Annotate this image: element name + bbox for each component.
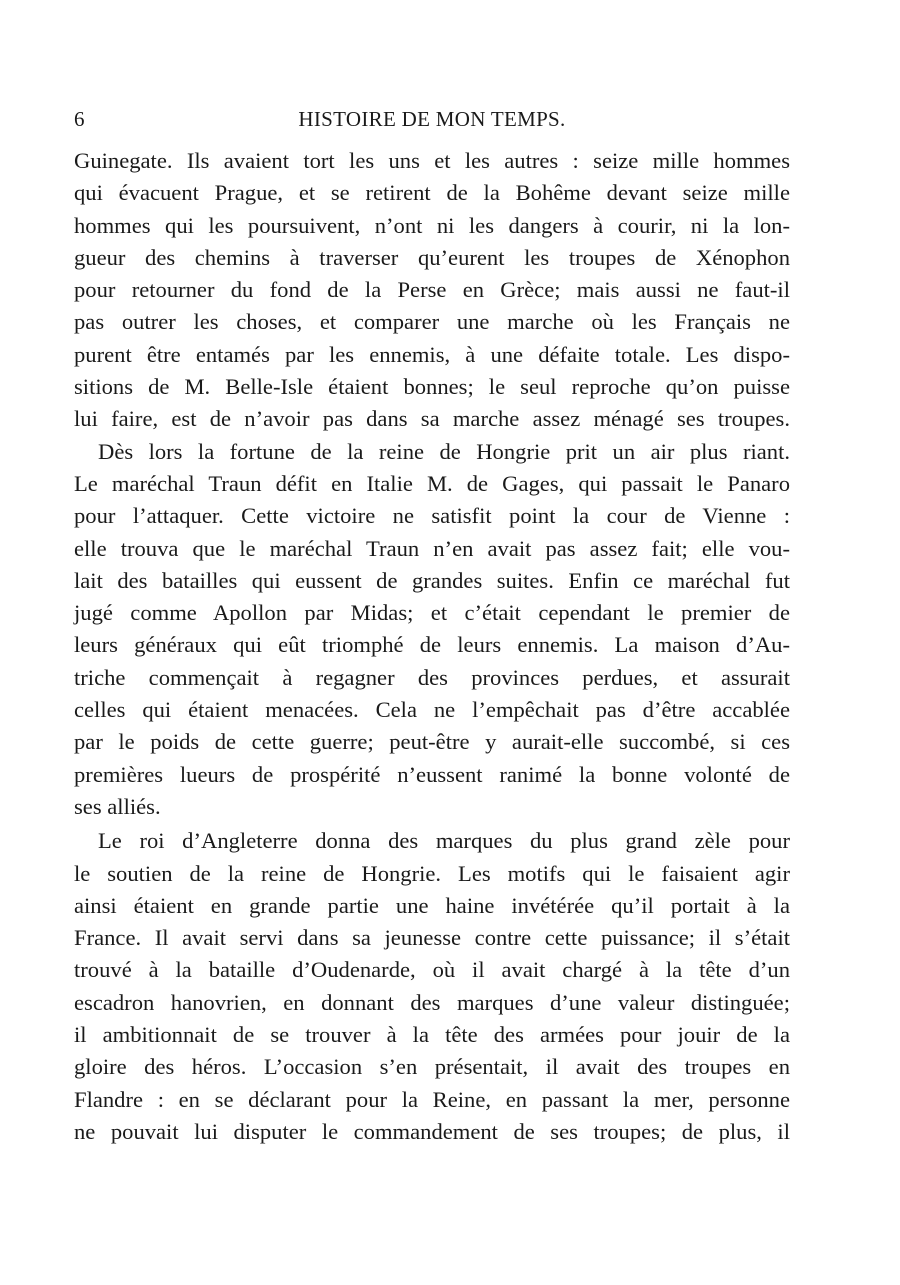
text-line: Dès lors la fortune de la reine de Hongrie prit un air plus riant. (98, 438, 790, 464)
text-line: il ambitionnait de se trouver à la tête des armées pour jouir de la (74, 1022, 790, 1048)
text-line: triche commençait à regagner des provinces perdues, et assurait (74, 664, 790, 690)
text-line: Le maréchal Traun défit en Italie M. de Gages, qui passait le Panaro (74, 470, 790, 496)
paragraph (74, 436, 790, 824)
text-line: France. Il avait servi dans sa jeunesse contre cette puissance; il s’était (74, 925, 790, 951)
text-line: pour l’attaquer. Cette victoire ne satisfit point la cour de Vienne : (74, 503, 790, 529)
text-line: purent être entamés par les ennemis, à une défaite totale. Les dispo- (74, 341, 790, 367)
text-line: leurs généraux qui eût triomphé de leurs ennemis. La maison d’Au- (74, 632, 790, 658)
text-line: gueur des chemins à traverser qu’eurent les troupes de Xénophon (74, 244, 790, 270)
text-line: Guinegate. Ils avaient tort les uns et les autres : seize mille hommes (74, 148, 790, 173)
text-line: lui faire, est de n’avoir pas dans sa marche assez ménagé ses troupes. (74, 406, 790, 432)
text-line: jugé comme Apollon par Midas; et c’était cependant le premier de (74, 600, 790, 626)
text-line: sitions de M. Belle-Isle étaient bonnes; le seul reproche qu’on puisse (74, 374, 790, 400)
text-line: trouvé à la bataille d’Oudenarde, où il avait chargé à la tête d’un (74, 957, 790, 983)
text-line: lait des batailles qui eussent de grandes suites. Enfin ce maréchal fut (74, 567, 790, 593)
running-title: HISTOIRE DE MON TEMPS. (298, 107, 566, 131)
paragraph (74, 145, 790, 436)
text-line: Flandre : en se déclarant pour la Reine, en passant la mer, personne (74, 1086, 790, 1112)
text-line: par le poids de cette guerre; peut-être y aurait-elle succombé, si ces (74, 729, 790, 755)
paragraph (74, 825, 790, 1148)
text-line: ainsi étaient en grande partie une haine invétérée qu’il portait à la (74, 892, 790, 918)
text-line: pas outrer les choses, et comparer une marche où les Français ne (74, 309, 790, 335)
text-line: ne pouvait lui disputer le commandement de ses troupes; de plus, il (74, 1118, 790, 1144)
page-header (74, 104, 790, 134)
text-line: celles qui étaient menacées. Cela ne l’empêchait pas d’être accablée (74, 697, 790, 723)
text-line: pour retourner du fond de la Perse en Grèce; mais aussi ne faut-il (74, 277, 790, 303)
text-line: elle trouva que le maréchal Traun n’en avait pas assez fait; elle vou- (74, 535, 790, 561)
text-line: hommes qui les poursuivent, n’ont ni les dangers à courir, ni la lon- (74, 212, 790, 238)
text-line: qui évacuent Prague, et se retirent de la Bohême devant seize mille (74, 180, 790, 206)
text-line: escadron hanovrien, en donnant des marques d’une valeur distinguée; (74, 989, 790, 1015)
body-text (74, 145, 790, 1148)
text-line: le soutien de la reine de Hongrie. Les motifs qui le faisaient agir (74, 860, 790, 886)
text-line: premières lueurs de prospérité n’eussent ranimé la bonne volonté de (74, 761, 790, 787)
text-line: gloire des héros. L’occasion s’en présentait, il avait des troupes en (74, 1054, 790, 1080)
text-line: ses alliés. (74, 793, 161, 819)
page-number: 6 (74, 107, 85, 131)
text-line: Le roi d’Angleterre donna des marques du plus grand zèle pour (98, 828, 790, 854)
